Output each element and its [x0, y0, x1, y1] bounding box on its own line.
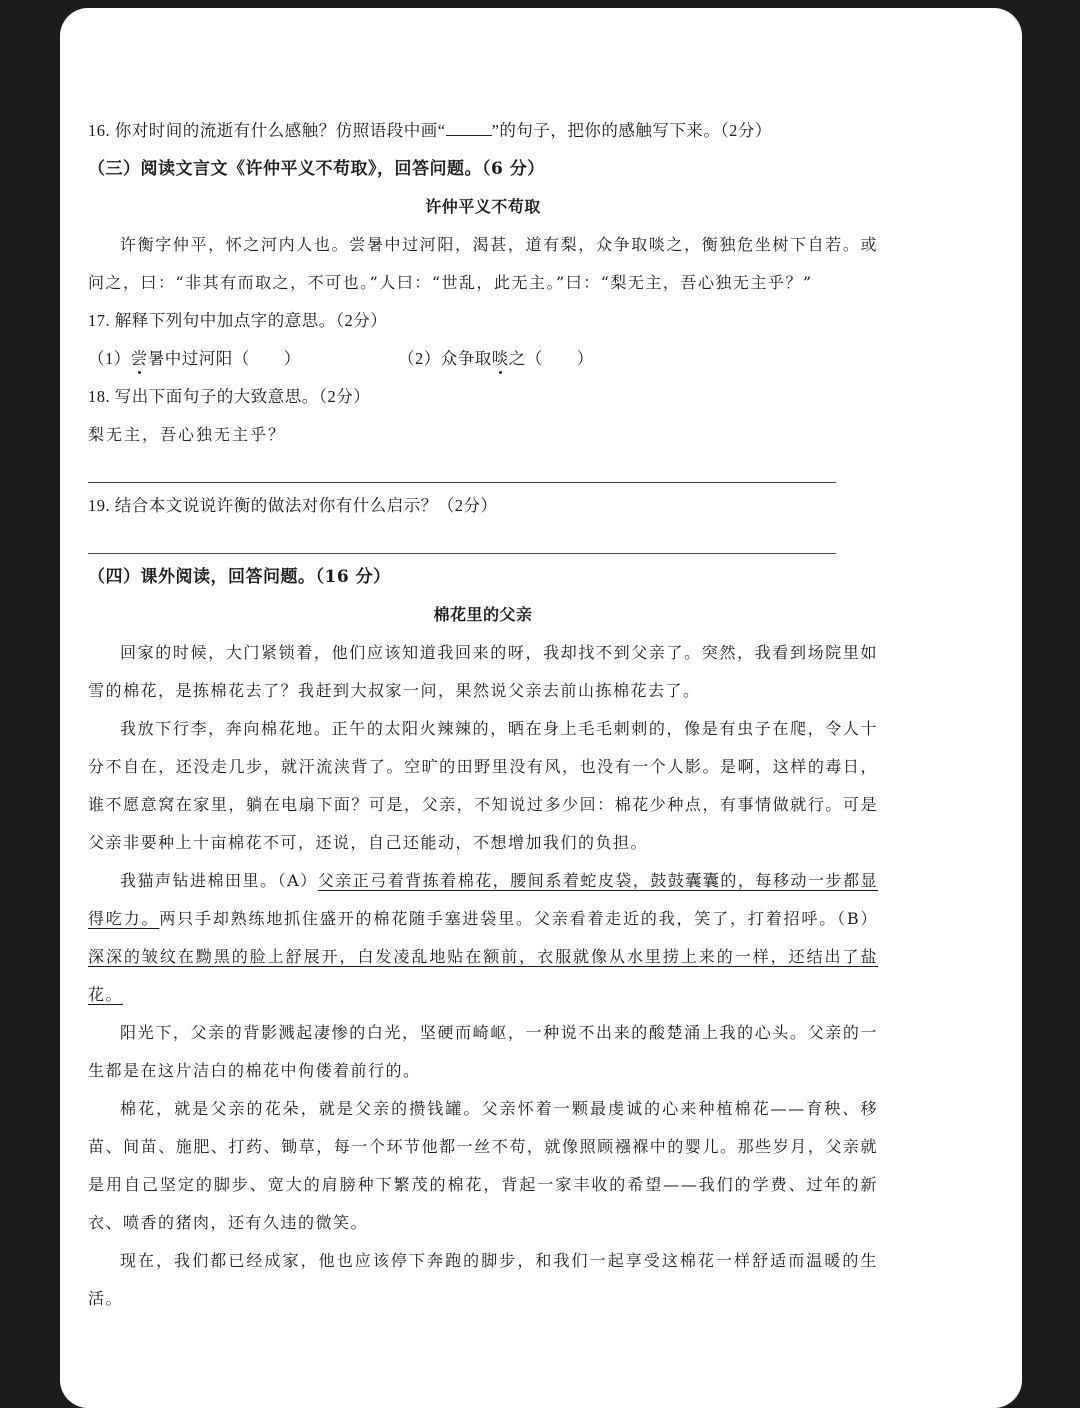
- question-18: 18. 写出下面句子的大致意思。（2分）: [88, 387, 371, 406]
- question-17-item-2: [398, 340, 594, 378]
- q17-1-dotted-char: 尝: [130, 349, 148, 368]
- question-17-item-1: [88, 340, 398, 378]
- answer-line-18[interactable]: [88, 454, 836, 483]
- paragraph-3-lead: 我猫声钻进棉田里。（A）: [120, 871, 318, 890]
- story-title: 棉花里的父亲: [433, 605, 533, 624]
- q17-2-prefix: （2）众争取: [398, 349, 492, 368]
- question-18-sentence: 梨无主，吾心独无主乎？: [88, 425, 287, 444]
- question-16-tail: ”的句子，把你的感触写下来。（2分）: [491, 121, 772, 140]
- question-19: 19. 结合本文说说许衡的做法对你有什么启示？（2分）: [88, 496, 498, 515]
- underlined-sentence-a: 父亲正弓着背拣着棉花，腰间系着蛇皮袋，鼓鼓囊囊的，每移动一步都显得吃力。: [88, 871, 878, 928]
- story-paragraph-4: 阳光下，父亲的背影溅起凄惨的白光，坚硬而崎岖，一种说不出来的酸楚涌上我的心头。父亲的一生都是在这片洁白的棉花中佝偻着前行的。: [88, 1023, 878, 1080]
- answer-line-19[interactable]: [88, 525, 836, 554]
- question-16-text: 16. 你对时间的流逝有什么感触？仿照语段中画“: [88, 121, 446, 140]
- story-paragraph-6: 现在，我们都已经成家，他也应该停下奔跑的脚步，和我们一起享受这棉花一样舒适而温暖的生活。: [88, 1251, 878, 1308]
- story-paragraph-5: 棉花，就是父亲的花朵，就是父亲的攒钱罐。父亲怀着一颗最虔诚的心来种植棉花——育秧、移苗、间苗、施肥、打药、锄草，每一个环节他都一丝不苟，就像照顾襁褓中的婴儿。那些岁月，父亲就是用自己坚定的脚步、宽大的肩膀种下繁茂的棉花，背起一家丰收的希望——我们的学费、过年的新衣、喷香的猪肉，还有久违的微笑。: [88, 1099, 878, 1232]
- section-3-heading: （三）阅读文言文《许仲平义不苟取》，回答问题。（6 分）: [88, 159, 545, 179]
- paragraph-3-middle: 两只手却熟练地抓住盛开的棉花随手塞进袋里。父亲看着走近的我，笑了，打着招呼。（B）: [159, 909, 878, 928]
- question-17-items: [88, 340, 878, 378]
- story-paragraph-2: 我放下行李，奔向棉花地。正午的太阳火辣辣的，晒在身上毛毛刺刺的，像是有虫子在爬，令人十分不自在，还没走几步，就汗流浃背了。空旷的田野里没有风，也没有一个人影。是啊，这样的毒日，谁不愿意窝在家里，躺在电扇下面？可是，父亲，不知说过多少回：棉花少种点，有事情做就行。可是父亲非要种上十亩棉花不可，还说，自己还能动，不想增加我们的负担。: [88, 719, 878, 852]
- classical-text: 许衡字仲平，怀之河内人也。尝暑中过河阳，渴甚，道有梨，众争取啖之，衡独危坐树下自若。或问之，曰：“非其有而取之，不可也。”人曰：“世乱，此无主。”曰：“梨无主，吾心独无主乎？”: [88, 235, 878, 292]
- exam-content: [88, 112, 878, 1318]
- q17-2-dotted-char: 啖: [491, 349, 509, 368]
- blank-underline: [446, 121, 492, 136]
- q17-2-suffix: 之（ ）: [508, 349, 594, 368]
- story-paragraph-1: 回家的时候，大门紧锁着，他们应该知道我回来的呀，我却找不到父亲了。突然，我看到场院里如雪的棉花，是拣棉花去了？我赶到大叔家一问，果然说父亲去前山拣棉花去了。: [88, 643, 878, 700]
- question-16: [88, 112, 878, 150]
- question-17: 17. 解释下列句中加点字的意思。（2分）: [88, 311, 388, 330]
- q17-1-suffix: 暑中过河阳（ ）: [147, 349, 301, 368]
- story-paragraph-3: [88, 862, 878, 1014]
- section-4-heading: （四）课外阅读，回答问题。（16 分）: [88, 567, 391, 587]
- classical-title: 许仲平义不苟取: [425, 197, 541, 216]
- underlined-sentence-b: 深深的皱纹在黝黑的脸上舒展开，白发凌乱地贴在额前，衣服就像从水里捞上来的一样，还结出了盐花。: [88, 947, 878, 1004]
- q17-1-prefix: （1）: [88, 349, 131, 368]
